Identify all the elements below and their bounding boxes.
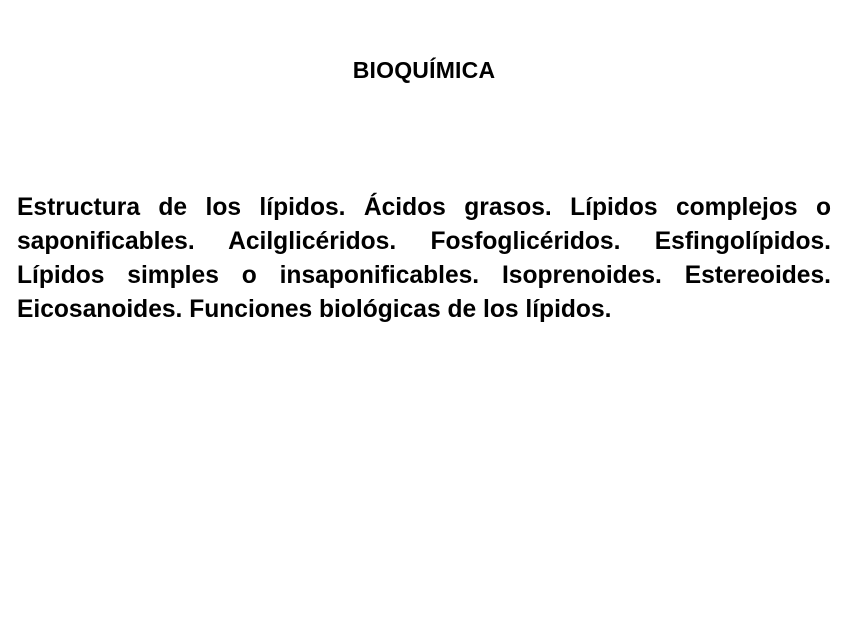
slide-title: BIOQUÍMICA [352,57,496,83]
slide-body-text: Estructura de los lípidos. Ácidos grasos. Lípidos complejos o saponificables. Acilglicéridos. Fosfoglicéridos. Esfingolípidos. Lípidos simples o insaponificables. Isoprenoides. Estereoides. Eicosanoides. Funciones biológicas de los lípidos. [17,194,831,323]
